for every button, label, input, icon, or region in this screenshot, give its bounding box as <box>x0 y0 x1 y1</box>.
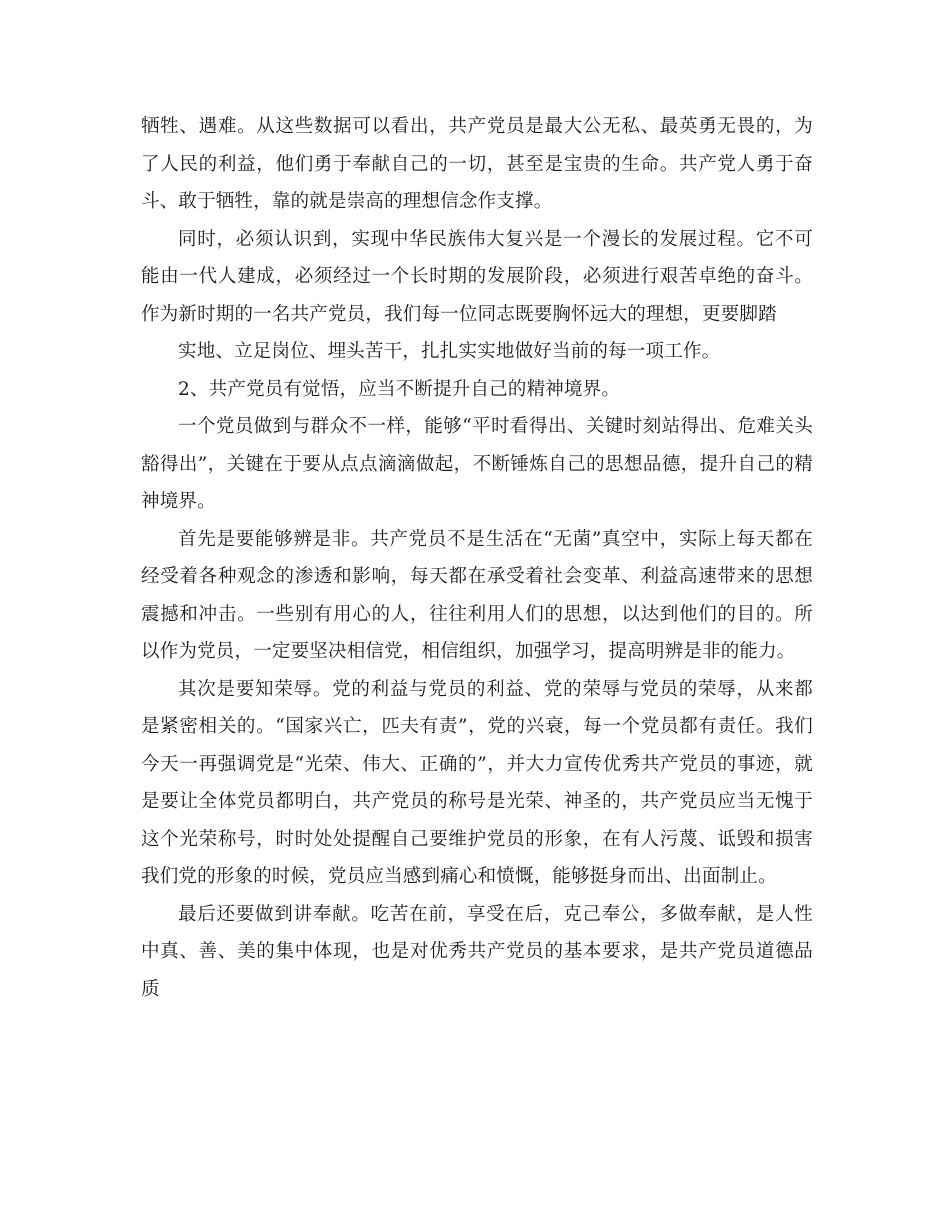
paragraph-distinguish-right-wrong: 首先是要能够辨是非。共产党员不是生活在“无菌”真空中，实际上每天都在经受着各种观念的渗透和影响，每天都在承受着社会变革、利益高速带来的思想震撼和冲击。一些别有用心的人，往往利用人们的思想，以达到他们的目的。所以作为党员，一定要坚决相信党，相信组织，加强学习，提高明辨是非的能力。 <box>141 528 813 662</box>
paragraph-honor-disgrace: 其次是要知荣辱。党的利益与党员的利益、党的荣辱与党员的荣辱，从来都是紧密相关的。“国家兴亡，匹夫有责”，党的兴衰，每一个党员都有责任。我们今天一再强调党是“光荣、伟大、正确的”，并大力宣传优秀共产党员的事迹，就是要让全体党员都明白，共产党员的称号是光荣、神圣的，共产党员应当无愧于这个光荣称号，时时处处提醒自己要维护党员的形象，在有人污蔑、诋毁和损害我们党的形象的时候，党员应当感到痛心和愤慨，能够挺身而出、出面制止。 <box>141 678 813 887</box>
paragraph-down-to-earth: 实地、立足岗位、埋头苦干，扎扎实实地做好当前的每一项工作。 <box>178 341 721 362</box>
section-heading-2: 2、共产党员有觉悟，应当不断提升自己的精神境界。 <box>178 378 621 400</box>
paragraph-revival-process: 同时，必须认识到，实现中华民族伟大复兴是一个漫长的发展过程。它不可能由一代人建成，必须经过一个长时期的发展阶段，必须进行艰苦卓绝的奋斗。作为新时期的一名共产党员，我们每一位同志既要胸怀远大的理想，更要脚踏 <box>141 228 813 325</box>
paragraph-dedication: 最后还要做到讲奉献。吃苦在前，享受在后，克己奉公，多做奉献，是人性中真、善、美的集中体现，也是对优秀共产党员的基本要求，是共产党员道德品质 <box>141 903 813 1000</box>
paragraph-spiritual-realm: 一个党员做到与群众不一样，能够“平时看得出、关键时刻站得出、危难关头豁得出”，关键在于要从点点滴滴做起，不断锤炼自己的思想品德，提升自己的精神境界。 <box>141 416 813 512</box>
paragraph-continuation: 牺牲、遇难。从这些数据可以看出，共产党员是最大公无私、最英勇无畏的，为了人民的利益，他们勇于奉献自己的一切，甚至是宝贵的生命。共产党人勇于奋斗、敢于牺牲，靠的就是崇高的理想信念作支撑。 <box>141 116 813 212</box>
document-body <box>141 108 813 1008</box>
